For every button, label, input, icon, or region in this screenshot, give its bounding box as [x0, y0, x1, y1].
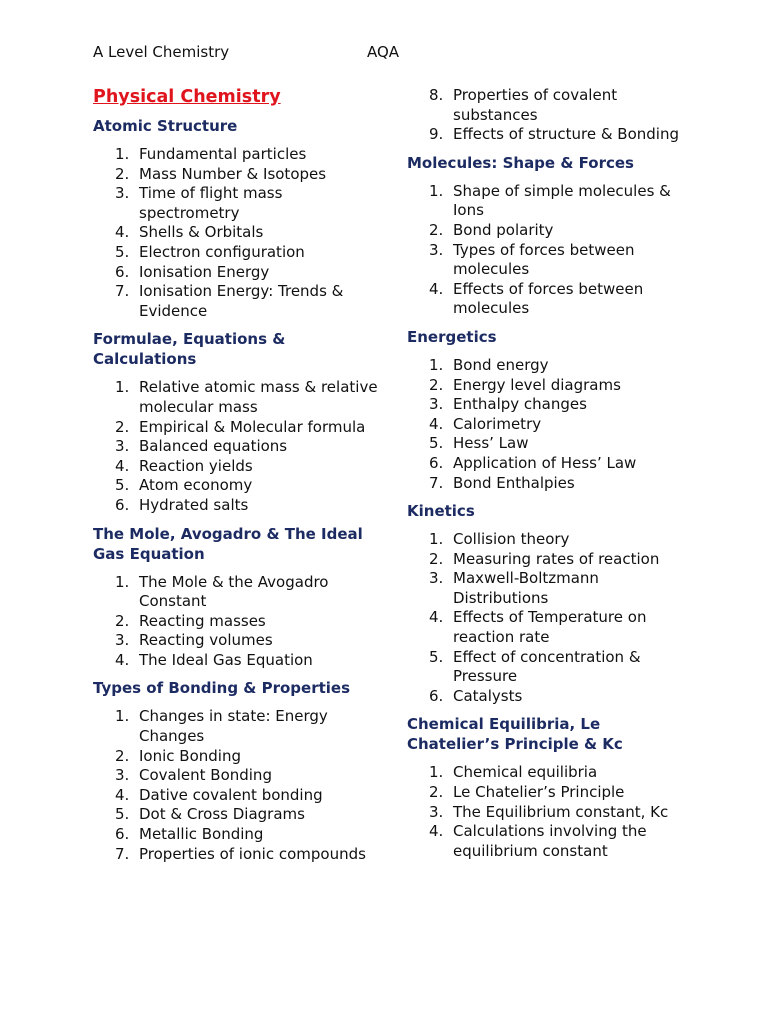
list-item-number: 5. — [115, 242, 130, 261]
list-item-text: Collision theory — [453, 530, 570, 549]
list-item — [407, 763, 697, 783]
list-item-text: Effect of concentration & Pressure — [453, 647, 641, 686]
list-item-text: Dot & Cross Diagrams — [139, 805, 305, 824]
list-item-text: Ionisation Energy — [139, 262, 270, 281]
list-item-text: The Mole & the Avogadro Constant — [139, 572, 329, 611]
list-item-number: 7. — [429, 473, 444, 492]
list-item-text: Energy level diagrams — [453, 375, 621, 394]
list-item-number: 6. — [115, 262, 130, 281]
list-item-number: 4. — [115, 650, 130, 669]
list-item — [93, 651, 383, 671]
list-item-text: Bond energy — [453, 355, 549, 374]
list-item-text: Shape of simple molecules & Ions — [453, 181, 671, 220]
list-item-number: 2. — [115, 164, 130, 183]
right-column — [407, 86, 697, 869]
list-item — [93, 786, 383, 806]
section-heading: Formulae, Equations & Calculations — [93, 330, 286, 369]
list-item — [407, 415, 697, 435]
list-item-number: 6. — [115, 495, 130, 514]
section-list — [93, 378, 383, 515]
section-heading: Kinetics — [407, 502, 475, 521]
list-item — [93, 418, 383, 438]
list-item-number: 5. — [429, 434, 444, 453]
list-item — [93, 573, 383, 612]
page-title: Physical Chemistry — [93, 87, 281, 107]
list-item-text: Reacting volumes — [139, 631, 273, 650]
list-item — [407, 608, 697, 647]
list-item-number: 7. — [115, 844, 130, 863]
section-heading: Types of Bonding & Properties — [93, 679, 350, 698]
list-item-number: 8. — [429, 86, 444, 104]
list-item-text: Effects of Temperature on reaction rate — [453, 608, 647, 647]
list-item — [93, 496, 383, 516]
list-item-text: Relative atomic mass & relative molecular mass — [139, 378, 378, 416]
list-item-number: 7. — [115, 282, 130, 301]
list-item-number: 3. — [115, 437, 130, 456]
list-item — [407, 822, 697, 861]
continued-list — [407, 86, 697, 145]
list-item — [93, 378, 383, 417]
list-item-text: Shells & Orbitals — [139, 223, 264, 242]
list-item-text: The Equilibrium constant, Kc — [453, 802, 669, 821]
list-item-number: 2. — [429, 549, 444, 568]
list-item — [93, 747, 383, 767]
list-item — [407, 687, 697, 707]
list-item — [407, 474, 697, 494]
section-heading: Molecules: Shape & Forces — [407, 153, 634, 172]
section-list — [407, 356, 697, 493]
section-list — [93, 707, 383, 864]
list-item-number: 3. — [429, 802, 444, 821]
list-item — [407, 569, 697, 608]
list-item-number: 1. — [115, 707, 130, 726]
list-item — [93, 263, 383, 283]
list-item-text: Reaction yields — [139, 456, 253, 475]
list-item — [407, 434, 697, 454]
list-item-number: 1. — [115, 145, 130, 163]
list-item-number: 4. — [429, 608, 444, 627]
list-item-number: 3. — [429, 240, 444, 259]
list-item-number: 2. — [115, 611, 130, 630]
list-item — [93, 631, 383, 651]
list-item-number: 4. — [429, 414, 444, 433]
list-item-text: Properties of covalent substances — [453, 86, 618, 124]
list-item-text: Balanced equations — [139, 437, 288, 456]
right-sections — [407, 153, 697, 862]
list-item — [93, 457, 383, 477]
list-item-text: Metallic Bonding — [139, 825, 264, 844]
list-item — [93, 766, 383, 786]
section-heading: Energetics — [407, 327, 497, 346]
list-item-number: 1. — [115, 378, 130, 397]
list-item — [93, 845, 383, 865]
list-item-number: 2. — [115, 746, 130, 765]
header-board: AQA — [367, 43, 400, 61]
list-item-number: 1. — [115, 572, 130, 591]
list-item-number: 6. — [115, 825, 130, 844]
list-item — [93, 476, 383, 496]
list-item-number: 2. — [429, 375, 444, 394]
list-item-text: Time of flight mass spectrometry — [139, 184, 283, 222]
list-item-number: 4. — [115, 785, 130, 804]
list-item-number: 5. — [115, 805, 130, 824]
list-item-text: Reacting masses — [139, 611, 266, 630]
list-item-number: 3. — [115, 766, 130, 785]
list-item — [407, 86, 697, 125]
list-item-number: 3. — [115, 631, 130, 650]
list-item-text: Ionic Bonding — [139, 746, 241, 765]
list-item — [407, 783, 697, 803]
list-item-text: Hydrated salts — [139, 495, 249, 514]
list-item-text: Atom economy — [139, 476, 253, 495]
header-course: A Level Chemistry — [93, 43, 230, 61]
list-item-text: Electron configuration — [139, 242, 305, 261]
list-item-number: 4. — [115, 456, 130, 475]
list-item-text: Maxwell-Boltzmann Distributions — [453, 569, 599, 607]
section-heading: Chemical Equilibria, Le Chatelier’s Principle & Kc — [407, 715, 623, 754]
list-item-number: 3. — [429, 395, 444, 414]
list-item-number: 5. — [115, 476, 130, 495]
list-item-number: 1. — [429, 530, 444, 549]
list-item — [93, 437, 383, 457]
list-item-number: 3. — [115, 184, 130, 203]
list-item-number: 4. — [429, 822, 444, 841]
list-item-text: Calorimetry — [453, 414, 542, 433]
section-heading: The Mole, Avogadro & The Ideal Gas Equation — [93, 524, 363, 563]
section-heading: Atomic Structure — [93, 117, 238, 135]
section-list — [93, 573, 383, 671]
list-item-text: Mass Number & Isotopes — [139, 164, 327, 183]
list-item-text: Calculations involving the equilibrium constant — [453, 822, 647, 860]
list-item — [407, 280, 697, 319]
list-item-number: 3. — [429, 569, 444, 588]
list-item — [407, 356, 697, 376]
list-item-text: Catalysts — [453, 686, 523, 705]
list-item-number: 5. — [429, 647, 444, 666]
list-item-text: Fundamental particles — [139, 145, 307, 163]
list-item-text: Application of Hess’ Law — [453, 453, 637, 472]
list-item — [407, 376, 697, 396]
list-item-text: Bond Enthalpies — [453, 473, 575, 492]
list-item-text: Hess’ Law — [453, 434, 529, 453]
list-item-text: Le Chatelier’s Principle — [453, 783, 625, 802]
list-item — [93, 282, 383, 321]
list-item — [407, 125, 697, 145]
list-item-text: Types of forces between molecules — [453, 240, 635, 279]
list-item-number: 1. — [429, 181, 444, 200]
list-item-text: Changes in state: Energy Changes — [139, 707, 328, 746]
list-item — [93, 825, 383, 845]
list-item — [407, 241, 697, 280]
list-item — [93, 223, 383, 243]
list-item — [407, 550, 697, 570]
list-item-number: 6. — [429, 453, 444, 472]
list-item — [93, 165, 383, 185]
list-item — [93, 145, 383, 165]
list-item-text: The Ideal Gas Equation — [139, 650, 313, 669]
list-item-number: 1. — [429, 355, 444, 374]
list-item — [407, 803, 697, 823]
left-column — [93, 86, 383, 872]
section-list — [93, 145, 383, 321]
list-item — [93, 707, 383, 746]
list-item-text: Bond polarity — [453, 220, 554, 239]
list-item-number: 2. — [115, 417, 130, 436]
list-item-text: Effects of structure & Bonding — [453, 125, 679, 144]
list-item — [407, 530, 697, 550]
list-item-text: Enthalpy changes — [453, 395, 587, 414]
list-item — [407, 221, 697, 241]
list-item-text: Empirical & Molecular formula — [139, 417, 366, 436]
list-item-text: Ionisation Energy: Trends & Evidence — [139, 282, 344, 320]
list-item-text: Effects of forces between molecules — [453, 279, 644, 318]
list-item-number: 9. — [429, 125, 444, 144]
list-item-number: 1. — [429, 763, 444, 782]
list-item — [93, 184, 383, 223]
list-item-number: 2. — [429, 783, 444, 802]
list-item-number: 4. — [429, 279, 444, 298]
list-item — [93, 243, 383, 263]
section-list — [407, 763, 697, 861]
list-item-text: Covalent Bonding — [139, 766, 272, 785]
list-item-number: 4. — [115, 223, 130, 242]
list-item-number: 6. — [429, 686, 444, 705]
list-item-text: Dative covalent bonding — [139, 785, 323, 804]
list-item-number: 2. — [429, 220, 444, 239]
list-item-text: Properties of ionic compounds — [139, 844, 366, 863]
list-item — [407, 648, 697, 687]
left-sections — [93, 116, 383, 864]
list-item — [407, 182, 697, 221]
list-item — [93, 805, 383, 825]
list-item-text: Measuring rates of reaction — [453, 549, 660, 568]
list-item — [407, 454, 697, 474]
section-list — [407, 530, 697, 706]
section-list — [407, 182, 697, 319]
list-item — [93, 612, 383, 632]
list-item — [407, 395, 697, 415]
list-item-text: Chemical equilibria — [453, 763, 598, 782]
